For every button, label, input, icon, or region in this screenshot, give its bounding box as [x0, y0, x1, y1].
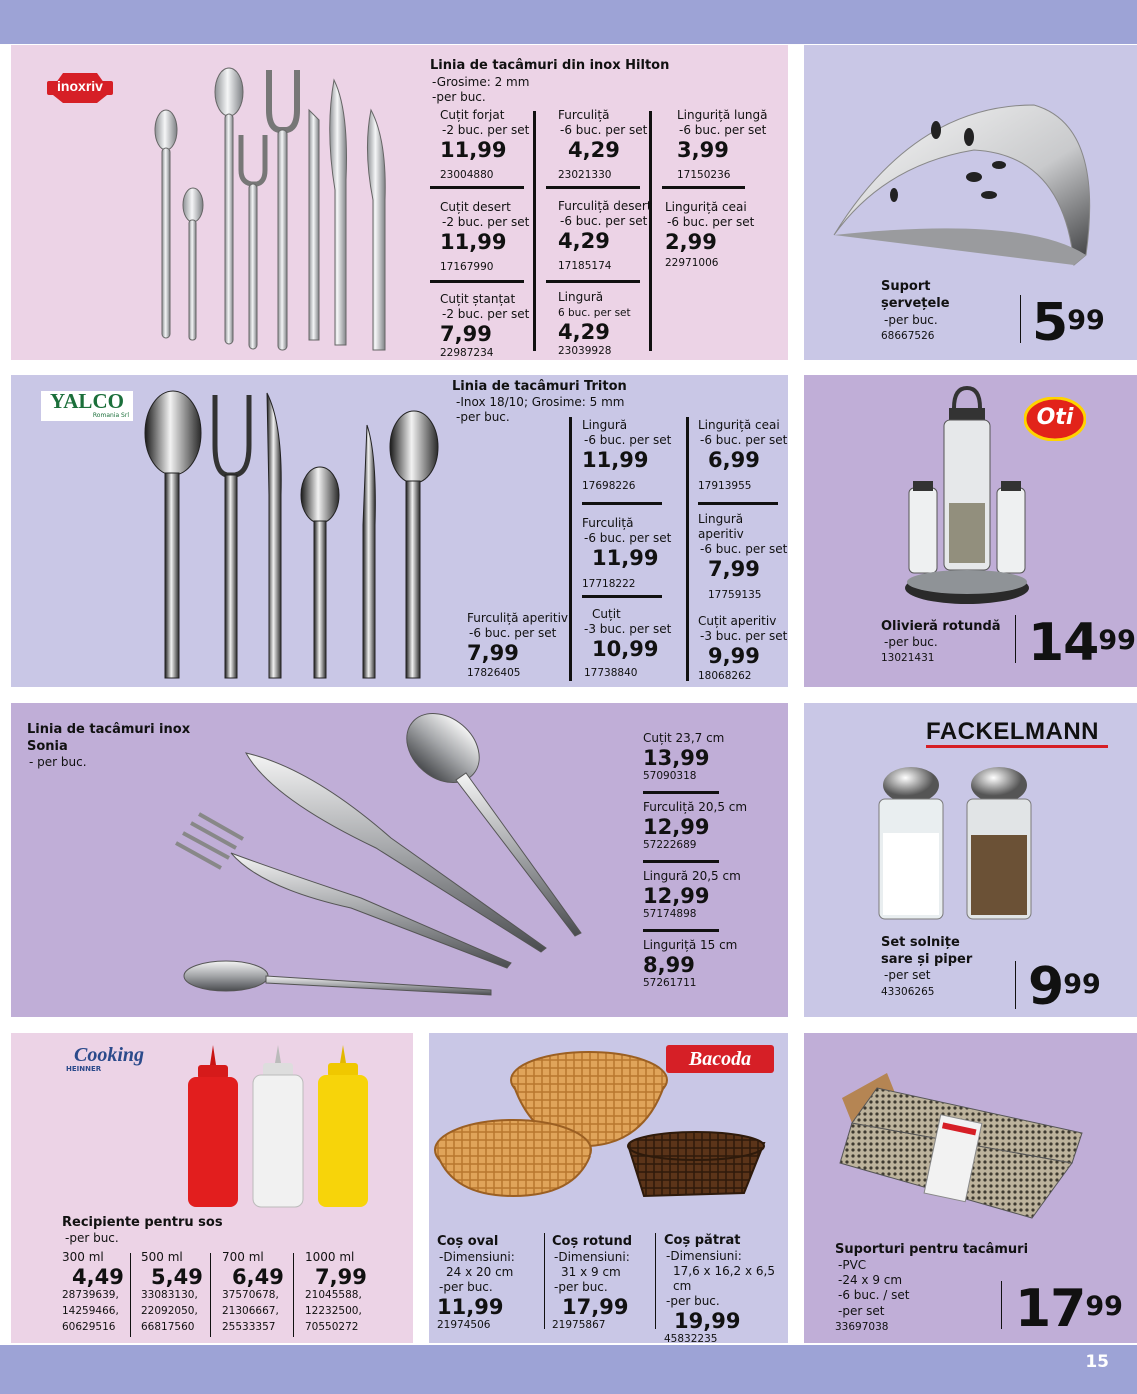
- basket-item-round: [552, 1233, 632, 1332]
- hilton-rule-4: [430, 280, 524, 283]
- item-qty: -2 buc. per set: [442, 123, 530, 137]
- hilton-rule-1: [430, 186, 524, 189]
- hilton-rule-5: [546, 280, 640, 283]
- item-qty: -6 buc. per set: [700, 542, 788, 556]
- item-code: 57090318: [643, 770, 697, 782]
- item-price: 10,99: [592, 637, 659, 661]
- hilton-item-lingura: [558, 290, 631, 358]
- item-price: 4,29: [558, 229, 610, 253]
- baskets-image: [434, 1048, 779, 1198]
- item-code: 18068262: [698, 670, 752, 682]
- hilton-item-cutit-desert: [440, 200, 529, 274]
- salt-pepper-panel: [804, 703, 1137, 1017]
- item-dims: 31 x 9 cm: [561, 1265, 621, 1279]
- napkin-holder-unit: -per buc.: [884, 313, 938, 327]
- salt-pepper-price: $9^{99}$: [1028, 957, 1101, 1017]
- item-price: 6,99: [708, 448, 760, 472]
- item-price: 11,99: [440, 138, 507, 162]
- item-name: Lingură aperitiv: [698, 512, 744, 541]
- item-code: 17759135: [708, 589, 762, 601]
- price-divider: [1015, 961, 1016, 1009]
- triton-title: Linia de tacâmuri Triton: [452, 379, 627, 394]
- item-code: 21975867: [552, 1319, 606, 1331]
- fackelmann-logo: FACKELMANN: [926, 719, 1112, 749]
- hilton-spec-thickness: -Grosime: 2 mm: [432, 75, 530, 89]
- item-price: 7,99: [440, 322, 492, 346]
- item-code: 23021330: [558, 169, 612, 181]
- sauce-divider-1: [130, 1253, 131, 1337]
- item-price: 17,99: [562, 1295, 629, 1319]
- item-name: Furculiță desert: [558, 199, 652, 213]
- item-price: 9,99: [708, 644, 760, 668]
- item-unit: -per buc.: [554, 1280, 608, 1294]
- baskets-panel: [429, 1033, 788, 1343]
- item-price: 4,29: [558, 320, 610, 344]
- hilton-rule-2: [546, 186, 640, 189]
- item-code-1: 21045588,: [305, 1289, 362, 1301]
- sonia-title-2: Sonia: [27, 739, 68, 754]
- sonia-cutlery-image: [161, 708, 601, 1008]
- item-name: Linguriță 15 cm: [643, 938, 738, 952]
- yalco-logo: YALCO Romania Srl: [41, 391, 133, 421]
- oliviera-code: 13021431: [881, 652, 935, 664]
- triton-divider-1: [569, 417, 572, 681]
- hilton-divider-1: [533, 111, 536, 351]
- cutlery-holders-title: Suporturi pentru tacâmuri: [835, 1242, 1029, 1257]
- item-size: 500 ml: [141, 1250, 183, 1264]
- sonia-rule-2: [643, 860, 719, 863]
- item-price: 2,99: [665, 230, 717, 254]
- item-name: Cuțit forjat: [440, 108, 505, 122]
- item-code-1: 33083130,: [141, 1289, 198, 1301]
- item-code-3: 70550272: [305, 1321, 359, 1333]
- item-price: 6,49: [232, 1265, 284, 1289]
- sonia-item-lingurita: [643, 938, 737, 990]
- sauce-title: Recipiente pentru sos: [62, 1215, 223, 1230]
- oliviera-price: $14^{99}$: [1028, 613, 1136, 673]
- item-price: 11,99: [582, 448, 649, 472]
- item-code: 17698226: [582, 480, 636, 492]
- sauce-bottles-image: [176, 1045, 376, 1210]
- item-code: 17826405: [467, 667, 521, 679]
- item-code-2: 21306667,: [222, 1305, 279, 1317]
- item-code: 57174898: [643, 908, 697, 920]
- triton-item-lingura: [582, 418, 671, 493]
- item-name: Linguriță ceai: [698, 418, 780, 432]
- sonia-item-cutit: [643, 731, 724, 783]
- price-divider: [1015, 615, 1016, 663]
- inoxriv-logo: inoxriv: [45, 67, 115, 105]
- item-price: 3,99: [677, 138, 729, 162]
- triton-rule-1: [582, 502, 662, 505]
- hilton-rule-3: [662, 186, 745, 189]
- napkin-holder-image: [824, 95, 1124, 275]
- item-name: Lingură: [582, 418, 628, 432]
- item-qty: -6 buc. per set: [679, 123, 767, 137]
- hilton-item-lingurita-lunga: [677, 108, 768, 182]
- item-price: 13,99: [643, 746, 710, 770]
- item-qty: -6 buc. per set: [667, 215, 755, 229]
- triton-spec-unit: -per buc.: [456, 410, 510, 424]
- item-qty: -2 buc. per set: [442, 307, 530, 321]
- item-price: 11,99: [437, 1295, 504, 1319]
- item-price: 7,99: [315, 1265, 367, 1289]
- sonia-rule-1: [643, 791, 719, 794]
- item-code-2: 14259466,: [62, 1305, 119, 1317]
- sonia-item-lingura: [643, 869, 741, 921]
- item-size: 1000 ml: [305, 1250, 355, 1264]
- sauce-item-300ml: [62, 1250, 126, 1334]
- item-code-3: 60629516: [62, 1321, 116, 1333]
- item-dim-label: -Dimensiuni:: [666, 1249, 742, 1263]
- hilton-cutlery-image: [141, 50, 401, 360]
- item-code: 17150236: [677, 169, 731, 181]
- item-price: 19,99: [674, 1309, 741, 1333]
- item-qty: -6 buc. per set: [469, 626, 557, 640]
- item-name: Furculiță: [582, 516, 634, 530]
- item-code: 45832235: [664, 1333, 718, 1343]
- triton-item-furculita: [582, 516, 671, 591]
- item-name: Coș pătrat: [664, 1233, 741, 1248]
- oliviera-unit: -per buc.: [884, 635, 938, 649]
- salt-pepper-title-1: Set solnițe: [881, 935, 960, 950]
- triton-divider-2: [686, 417, 689, 681]
- item-qty: -6 buc. per set: [700, 433, 788, 447]
- oti-logo: Oti: [1024, 397, 1086, 441]
- triton-panel: [11, 375, 788, 687]
- triton-rule-3: [582, 595, 662, 598]
- cutlery-holders-material: -PVC: [838, 1258, 867, 1272]
- item-price: 12,99: [643, 884, 710, 908]
- item-qty: -3 buc. per set: [584, 622, 672, 636]
- salt-pepper-image: [869, 763, 1044, 928]
- sauce-unit: -per buc.: [65, 1231, 119, 1245]
- item-price: 12,99: [643, 815, 710, 839]
- cutlery-holders-image: [832, 1063, 1092, 1223]
- item-price: 8,99: [643, 953, 695, 977]
- oliviera-panel: [804, 375, 1137, 687]
- oliviera-title: Olivieră rotundă: [881, 619, 1001, 634]
- item-code: 57222689: [643, 839, 697, 851]
- item-name: Cuțit aperitiv: [698, 614, 777, 628]
- basket-item-square: [664, 1232, 788, 1343]
- sonia-rule-3: [643, 929, 719, 932]
- item-qty: -6 buc. per set: [560, 123, 648, 137]
- item-code-1: 37570678,: [222, 1289, 279, 1301]
- item-unit: -per buc.: [666, 1294, 720, 1308]
- oliviera-image: [899, 383, 1034, 608]
- item-name: Cuțit 23,7 cm: [643, 731, 725, 745]
- sonia-panel: [11, 703, 788, 1017]
- price-divider: [1020, 295, 1021, 343]
- item-code: 17718222: [582, 578, 636, 590]
- item-name: Coș rotund: [552, 1234, 633, 1249]
- hilton-item-furculita-desert: [558, 199, 652, 273]
- hilton-panel: [11, 45, 788, 360]
- price-divider: [1001, 1281, 1002, 1329]
- item-name: Linguriță ceai: [665, 200, 747, 214]
- item-name: Linguriță lungă: [677, 108, 768, 122]
- sonia-unit: - per buc.: [29, 755, 87, 769]
- triton-item-cutit: [584, 607, 671, 680]
- item-code-2: 12232500,: [305, 1305, 362, 1317]
- item-dims: 17,6 x 16,2 x 6,5 cm: [673, 1264, 775, 1293]
- item-code: 57261711: [643, 977, 697, 989]
- sauce-divider-2: [210, 1253, 211, 1337]
- item-code: 17167990: [440, 261, 494, 273]
- item-price: 11,99: [592, 546, 659, 570]
- bottom-band: [0, 1345, 1137, 1394]
- salt-pepper-code: 43306265: [881, 986, 935, 998]
- item-name: Lingură 20,5 cm: [643, 869, 741, 883]
- basket-divider-1: [544, 1233, 545, 1329]
- sauce-item-500ml: [141, 1250, 207, 1334]
- item-qty: -3 buc. per set: [700, 629, 788, 643]
- item-code: 17738840: [584, 667, 638, 679]
- napkin-holder-title-2: șervețele: [881, 296, 950, 311]
- sauce-item-700ml: [222, 1250, 290, 1334]
- item-size: 300 ml: [62, 1250, 104, 1264]
- hilton-item-lingurita-ceai: [665, 200, 754, 270]
- item-price: 11,99: [440, 230, 507, 254]
- cutlery-holders-panel: [804, 1033, 1137, 1343]
- item-price: 7,99: [708, 557, 760, 581]
- item-qty: 6 buc. per set: [558, 307, 631, 319]
- cutlery-holders-price: $17^{99}$: [1015, 1279, 1123, 1339]
- item-dim-label: -Dimensiuni:: [554, 1250, 630, 1264]
- cutlery-holders-code: 33697038: [835, 1321, 889, 1333]
- triton-cutlery-image: [141, 385, 451, 680]
- page-number: 15: [1085, 1352, 1109, 1372]
- item-price: 7,99: [467, 641, 519, 665]
- item-price: 5,49: [151, 1265, 203, 1289]
- cutlery-holders-unit: -per set: [838, 1304, 885, 1318]
- top-band: [0, 0, 1137, 44]
- item-code: 17185174: [558, 260, 612, 272]
- sauce-divider-3: [293, 1253, 294, 1337]
- hilton-title: Linia de tacâmuri din inox Hilton: [430, 58, 670, 73]
- item-code: 23004880: [440, 169, 494, 181]
- item-name: Cuțit ștanțat: [440, 292, 516, 306]
- item-name: Furculiță: [558, 108, 610, 122]
- item-code-1: 28739639,: [62, 1289, 119, 1301]
- item-name: Cuțit: [592, 607, 621, 621]
- item-code-2: 22092050,: [141, 1305, 198, 1317]
- bacoda-logo: Bacoda: [666, 1045, 774, 1073]
- triton-item-furculita-aperitiv: [467, 611, 568, 680]
- sonia-title-1: Linia de tacâmuri inox: [27, 722, 191, 737]
- triton-spec-material: -Inox 18/10; Grosime: 5 mm: [456, 395, 625, 409]
- item-qty: -6 buc. per set: [584, 433, 672, 447]
- item-unit: -per buc.: [439, 1280, 493, 1294]
- hilton-item-furculita: [558, 108, 647, 182]
- hilton-spec-unit: -per buc.: [432, 90, 486, 104]
- sauce-item-1000ml: [305, 1250, 375, 1334]
- cooking-heinner-logo: Cooking HEINNER: [66, 1044, 145, 1073]
- item-price: 4,49: [72, 1265, 124, 1289]
- item-qty: -6 buc. per set: [584, 531, 672, 545]
- salt-pepper-unit: -per set: [884, 968, 931, 982]
- item-code-3: 25533357: [222, 1321, 276, 1333]
- item-dim-label: -Dimensiuni:: [439, 1250, 515, 1264]
- item-dims: 24 x 20 cm: [446, 1265, 514, 1279]
- item-name: Furculiță aperitiv: [467, 611, 569, 625]
- item-name: Cuțit desert: [440, 200, 511, 214]
- hilton-item-cutit-forjat: [440, 108, 529, 182]
- napkin-holder-title-1: Suport: [881, 279, 931, 294]
- sonia-item-furculita: [643, 800, 747, 852]
- item-code: 23039928: [558, 345, 612, 357]
- item-code: 17913955: [698, 480, 752, 492]
- hilton-item-cutit-stantat: [440, 292, 529, 360]
- salt-pepper-title-2: sare și piper: [881, 952, 973, 967]
- item-qty: -6 buc. per set: [560, 214, 648, 228]
- item-size: 700 ml: [222, 1250, 264, 1264]
- item-code: 21974506: [437, 1319, 491, 1331]
- triton-item-cutit-aperitiv: [698, 614, 787, 683]
- item-code-3: 66817560: [141, 1321, 195, 1333]
- item-name: Furculiță 20,5 cm: [643, 800, 748, 814]
- triton-item-lingurita-ceai: [698, 418, 787, 493]
- cutlery-holders-size: -24 x 9 cm: [838, 1273, 903, 1287]
- triton-item-lingura-aperitiv: [698, 512, 788, 602]
- cutlery-holders-qty: -6 buc. / set: [838, 1288, 910, 1302]
- basket-item-oval: [437, 1233, 515, 1332]
- sauce-panel: [11, 1033, 413, 1343]
- item-qty: -2 buc. per set: [442, 215, 530, 229]
- item-code: 22987234: [440, 347, 494, 359]
- item-price: 4,29: [568, 138, 620, 162]
- item-code: 22971006: [665, 257, 719, 269]
- napkin-holder-panel: [804, 45, 1137, 360]
- triton-rule-2: [698, 502, 778, 505]
- basket-divider-2: [655, 1233, 656, 1329]
- napkin-holder-code: 68667526: [881, 330, 935, 342]
- item-name: Coș oval: [437, 1234, 499, 1249]
- napkin-holder-price: $5^{99}$: [1032, 293, 1105, 353]
- item-name: Lingură: [558, 290, 604, 304]
